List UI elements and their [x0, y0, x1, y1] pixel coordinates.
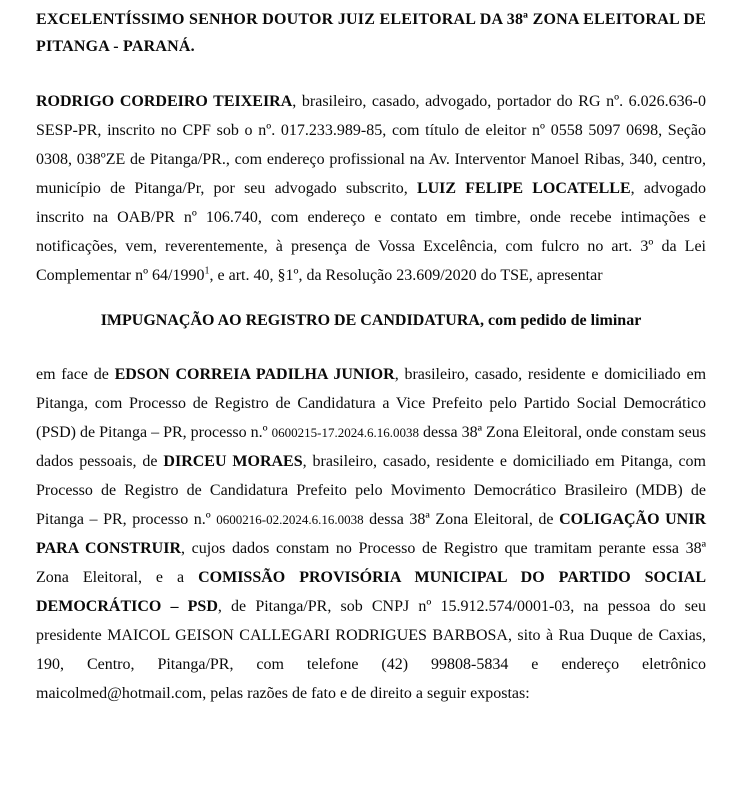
text-run: , cujos dados constam no Processo de Registro que tramitam perante essa 38ª Zona Eleitoral, e a [36, 540, 706, 586]
text-run: , brasileiro, casado, residente e domiciliado em Pitanga, com Processo de Registro de Candidatura Prefeito pelo Movimento Democrático Brasileiro (MDB) de Pitanga – PR, processo n.º [36, 453, 707, 528]
text-run: , de Pitanga/PR, sob CNPJ nº 15.912.574/0001-03, na pessoa do seu presidente MAICOL GEISON CALLEGARI RODRIGUES BARBOSA, sito à Rua Duque de Caxias, 190, Centro, Pitanga/PR, com telefone (42) 99808-5834 e endereço eletrônico maicolmed@hotmail.com, pelas razões de fato e de direito a seguir expostas: [36, 598, 706, 702]
respondent-name-vice-mayor: EDSON CORREIA PADILHA JUNIOR [114, 366, 395, 383]
text-run: em face de [36, 366, 115, 383]
footnote-marker: 1 [204, 265, 210, 277]
vocative-heading: EXCELENTÍSSIMO SENHOR DOUTOR JUIZ ELEITORAL DA 38ª ZONA ELEITORAL DE PITANGA - PARANÁ. [36, 11, 706, 55]
process-number-1: 0600215-17.2024.6.16.0038 [271, 425, 419, 440]
respondent-party-commission-name: COMISSÃO PROVISÓRIA MUNICIPAL DO PARTIDO SOCIAL DEMOCRÁTICO – PSD [36, 569, 706, 615]
respondents-paragraph [36, 360, 706, 708]
petitioner-name: RODRIGO CORDEIRO TEIXEIRA [36, 93, 293, 110]
respondent-name-mayor: DIRCEU MORAES [163, 453, 303, 470]
petition-title: IMPUGNAÇÃO AO REGISTRO DE CANDIDATURA, com pedido de liminar [100, 312, 642, 329]
text-run: , brasileiro, casado, advogado, portador do RG nº. 6.026.636-0 SESP-PR, inscrito no CPF sob o nº. 017.233.989-85, com título de eleitor nº 0558 5097 0698, Seção 0308, 038ºZE de Pitanga/PR., com endereço profissional na Av. Interventor Manoel Ribas, 340, centro, município de Pitanga/Pr, por seu advogado subscrito, [36, 93, 707, 197]
process-number-2: 0600216-02.2024.6.16.0038 [216, 512, 364, 527]
text-run: , e art. 40, §1º, da Resolução 23.609/2020 do TSE, apresentar [209, 267, 603, 284]
text-run: , advogado inscrito na OAB/PR nº 106.740, com endereço e contato em timbre, onde recebe intimações e notificações, vem, reverentemente, à presença de Vossa Excelência, com fulcro no art. 3º da Lei Complementar nº 64/1990 [36, 180, 707, 284]
petitioner-qualification-paragraph [36, 87, 706, 290]
respondent-coalition-name: COLIGAÇÃO UNIR PARA CONSTRUIR [36, 511, 706, 557]
text-run: dessa 38ª Zona Eleitoral, de [363, 511, 560, 528]
text-run: dessa 38ª Zona Eleitoral, onde constam seus dados pessoais, de [36, 424, 706, 470]
lawyer-name: LUIZ FELIPE LOCATELLE [416, 180, 631, 197]
text-run: , brasileiro, casado, residente e domiciliado em Pitanga, com Processo de Registro de Candidatura a Vice Prefeito pelo Partido Social Democrático (PSD) de Pitanga – PR, processo n.º [36, 366, 707, 441]
